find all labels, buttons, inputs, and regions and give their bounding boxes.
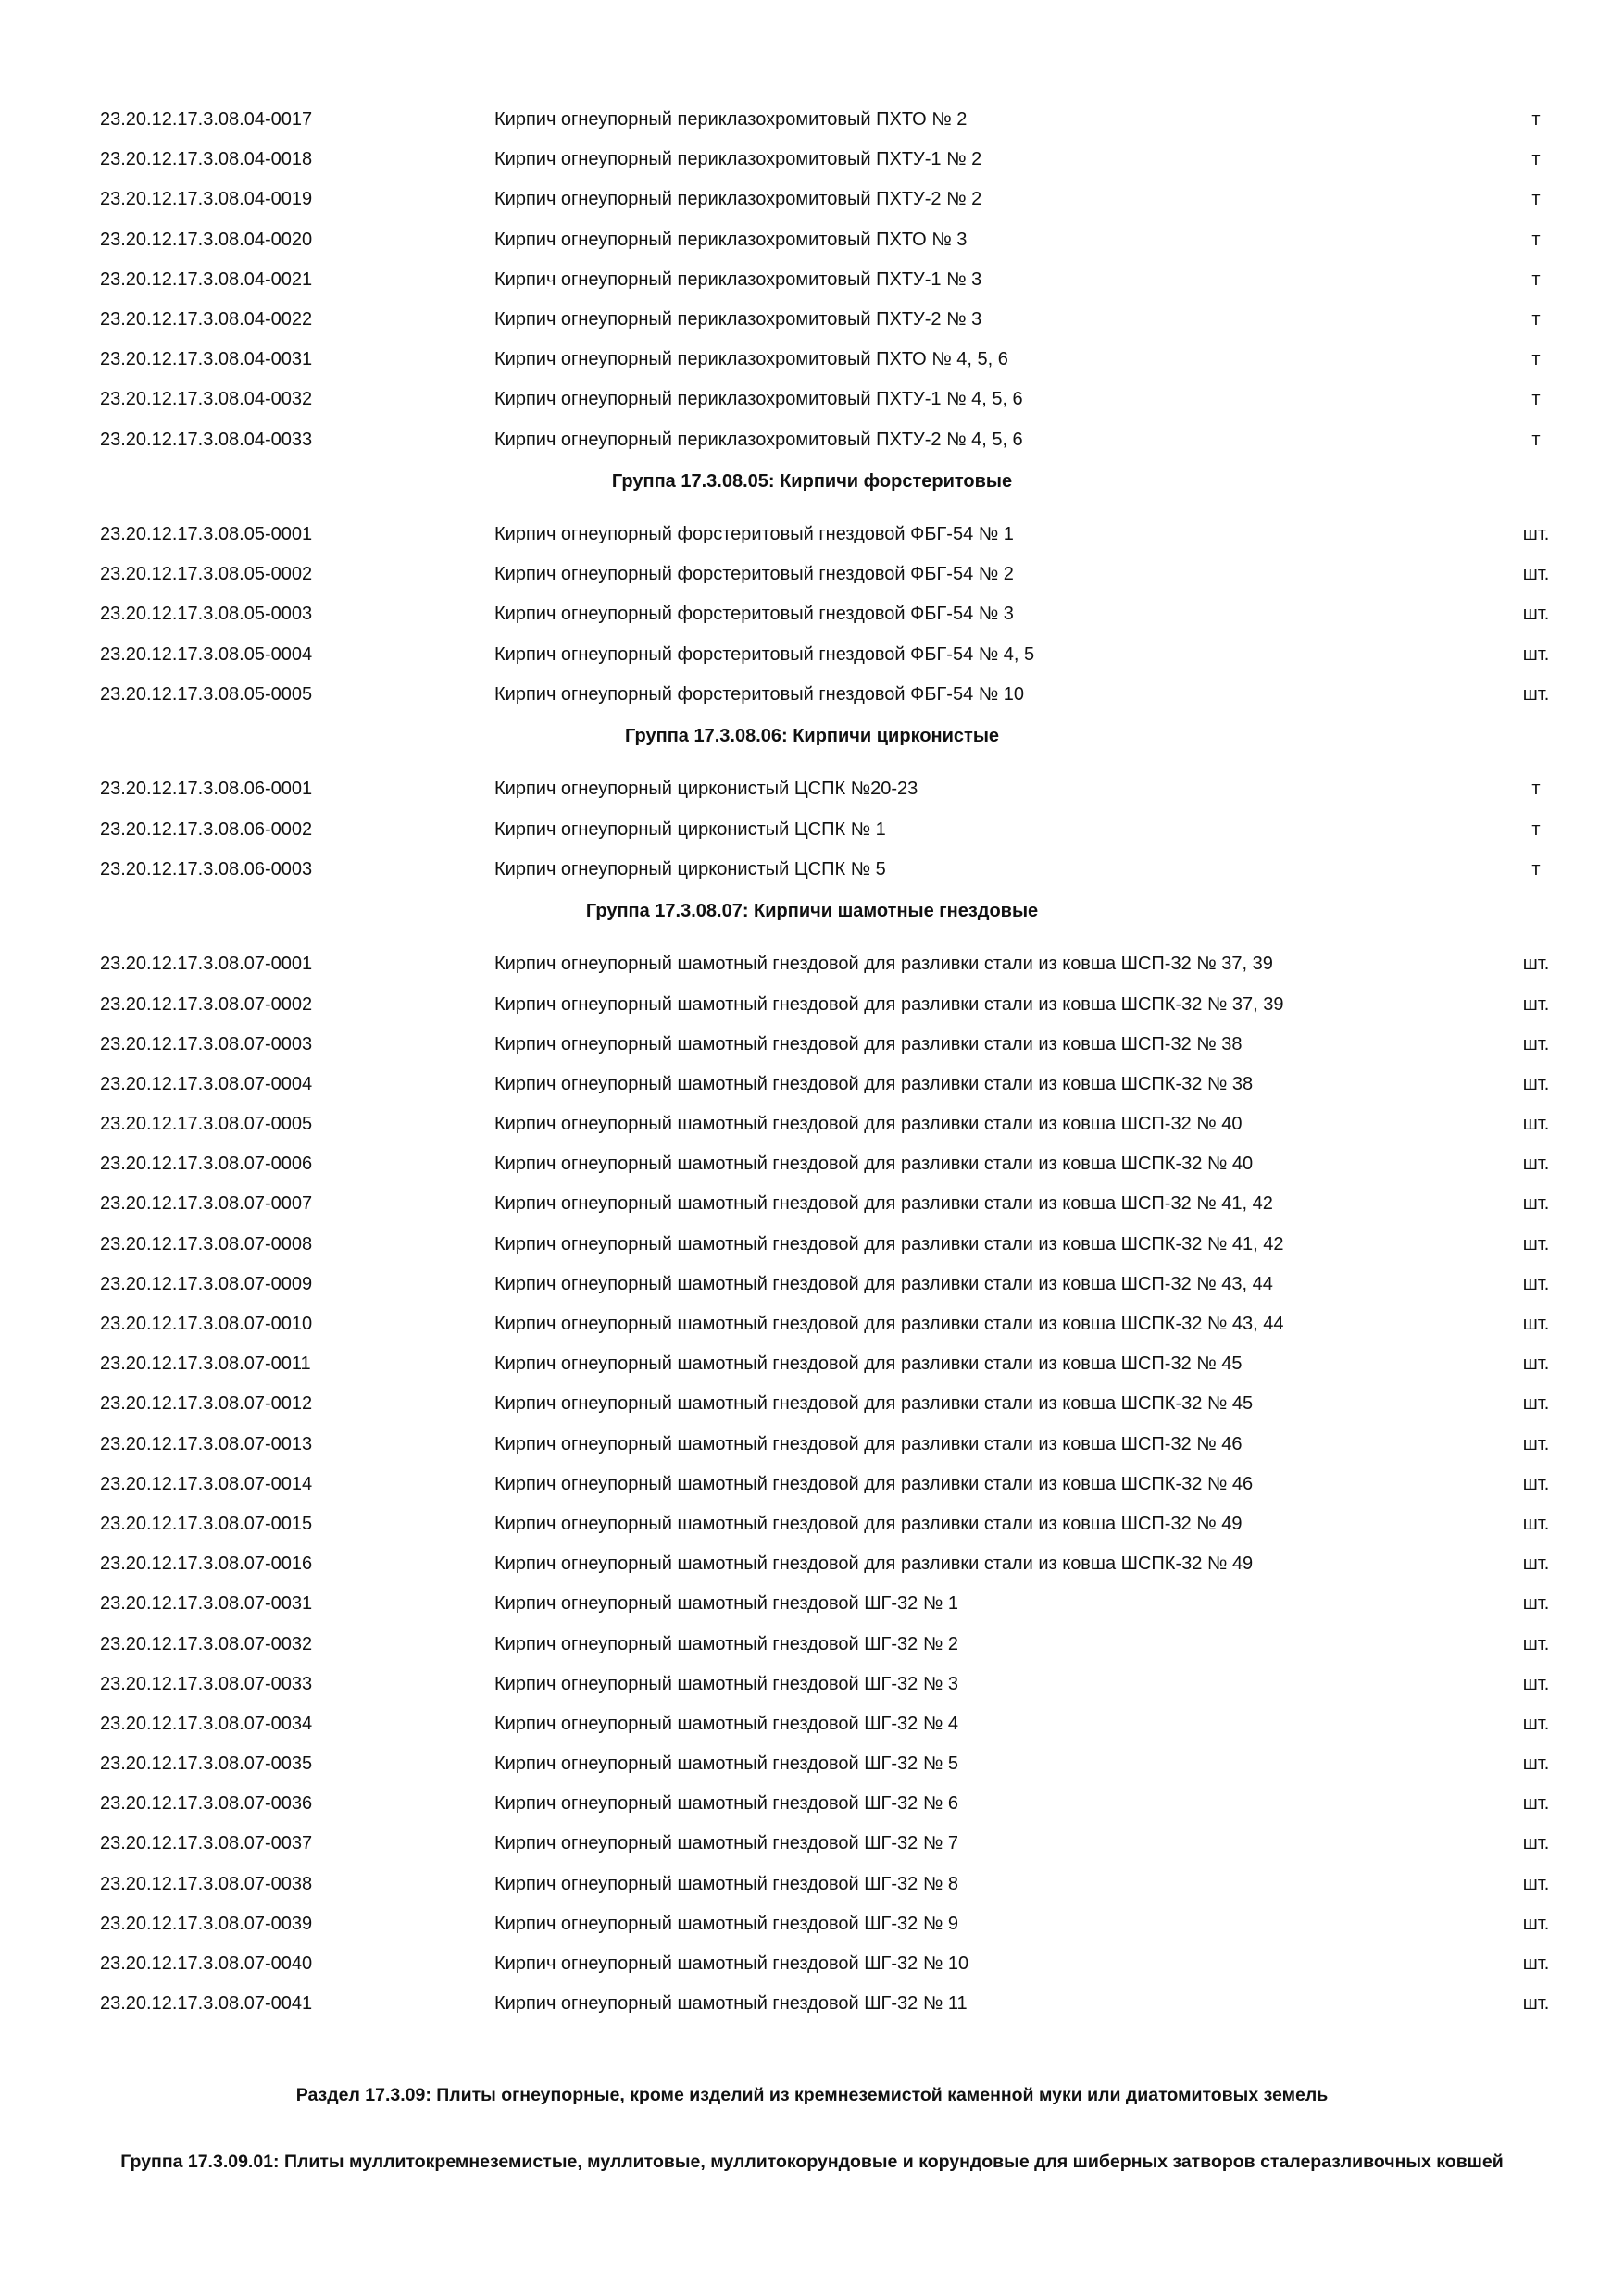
row-unit: шт.	[1522, 1114, 1550, 1135]
row-name: Кирпич огнеупорный шамотный гнездовой ШГ-32 № 5	[494, 1753, 958, 1775]
table-row	[0, 1584, 1624, 1624]
row-unit: шт.	[1522, 1633, 1550, 1654]
table-row	[0, 140, 1624, 180]
row-unit: шт.	[1522, 1554, 1550, 1575]
row-name: Кирпич огнеупорный форстеритовый гнездовой ФБГ-54 № 3	[494, 604, 1014, 625]
row-code: 23.20.12.17.3.08.07-0035	[100, 1753, 313, 1775]
row-code: 23.20.12.17.3.08.07-0002	[100, 993, 313, 1015]
row-name: Кирпич огнеупорный шамотный гнездовой для разливки стали из ковша ШСП-32 № 40	[494, 1114, 1243, 1135]
table-row	[0, 1665, 1624, 1704]
table-row	[0, 944, 1624, 984]
row-code: 23.20.12.17.3.08.07-0033	[100, 1673, 313, 1694]
row-unit: т	[1531, 189, 1541, 210]
row-name: Кирпич огнеупорный шамотный гнездовой ШГ-32 № 11	[494, 1993, 968, 2015]
row-unit: шт.	[1522, 1473, 1550, 1494]
table-row	[0, 1225, 1624, 1265]
table-row	[0, 100, 1624, 140]
table-row	[0, 1904, 1624, 1944]
row-code: 23.20.12.17.3.08.07-0032	[100, 1633, 313, 1654]
row-name: Кирпич огнеупорный шамотный гнездовой для разливки стали из ковша ШСП-32 № 46	[494, 1433, 1243, 1454]
row-name: Кирпич огнеупорный шамотный гнездовой для разливки стали из ковша ШСПК-32 № 38	[494, 1073, 1254, 1094]
row-code: 23.20.12.17.3.08.07-0038	[100, 1873, 313, 1894]
row-code: 23.20.12.17.3.08.07-0041	[100, 1993, 313, 2015]
row-name: Кирпич огнеупорный шамотный гнездовой для разливки стали из ковша ШСПК-32 № 40	[494, 1154, 1254, 1175]
row-name: Кирпич огнеупорный шамотный гнездовой для разливки стали из ковша ШСП-32 № 45	[494, 1354, 1243, 1375]
group-heading: Группа 17.3.08.07: Кирпичи шамотные гнездовые	[585, 900, 1039, 921]
row-name: Кирпич огнеупорный шамотный гнездовой ШГ-32 № 6	[494, 1793, 958, 1815]
row-name: Кирпич огнеупорный форстеритовый гнездовой ФБГ-54 № 2	[494, 564, 1014, 585]
row-unit: шт.	[1522, 1833, 1550, 1854]
table-row	[0, 515, 1624, 555]
row-name: Кирпич огнеупорный шамотный гнездовой ШГ-32 № 10	[494, 1953, 969, 1975]
row-name: Кирпич огнеупорный шамотный гнездовой для разливки стали из ковша ШСПК-32 № 49	[494, 1554, 1254, 1575]
table-row	[0, 675, 1624, 715]
row-name: Кирпич огнеупорный периклазохромитовый ПХТУ-2 № 2	[494, 189, 982, 210]
row-code: 23.20.12.17.3.08.07-0001	[100, 954, 313, 975]
row-code: 23.20.12.17.3.08.04-0020	[100, 229, 313, 250]
row-code: 23.20.12.17.3.08.05-0004	[100, 643, 313, 665]
row-code: 23.20.12.17.3.08.04-0018	[100, 149, 313, 170]
row-unit: шт.	[1522, 604, 1550, 625]
row-code: 23.20.12.17.3.08.04-0032	[100, 389, 313, 410]
row-name: Кирпич огнеупорный шамотный гнездовой ШГ-32 № 2	[494, 1633, 958, 1654]
row-unit: т	[1531, 229, 1541, 250]
row-name: Кирпич огнеупорный цирконистый ЦСПК №20-23	[494, 779, 918, 800]
row-unit: т	[1531, 858, 1541, 880]
table-row	[0, 1065, 1624, 1104]
row-name: Кирпич огнеупорный периклазохромитовый ПХТО № 3	[494, 229, 968, 250]
group-heading: Группа 17.3.08.06: Кирпичи цирконистые	[624, 726, 1000, 747]
row-name: Кирпич огнеупорный цирконистый ЦСПК № 1	[494, 818, 886, 840]
row-unit: т	[1531, 349, 1541, 370]
table-row	[0, 1184, 1624, 1224]
row-unit: шт.	[1522, 1354, 1550, 1375]
row-name: Кирпич огнеупорный шамотный гнездовой ШГ-32 № 7	[494, 1833, 958, 1854]
row-code: 23.20.12.17.3.08.04-0033	[100, 429, 313, 450]
row-name: Кирпич огнеупорный шамотный гнездовой для разливки стали из ковша ШСПК-32 № 46	[494, 1473, 1254, 1494]
row-name: Кирпич огнеупорный шамотный гнездовой для разливки стали из ковша ШСПК-32 № 45	[494, 1393, 1254, 1415]
row-name: Кирпич огнеупорный шамотный гнездовой для разливки стали из ковша ШСПК-32 № 43, 44	[494, 1314, 1284, 1335]
table-row	[0, 260, 1624, 300]
row-code: 23.20.12.17.3.08.04-0021	[100, 268, 313, 290]
row-unit: т	[1531, 779, 1541, 800]
row-name: Кирпич огнеупорный форстеритовый гнездовой ФБГ-54 № 4, 5	[494, 643, 1035, 665]
row-code: 23.20.12.17.3.08.07-0007	[100, 1193, 313, 1215]
row-code: 23.20.12.17.3.08.06-0003	[100, 858, 313, 880]
row-name: Кирпич огнеупорный шамотный гнездовой для разливки стали из ковша ШСП-32 № 49	[494, 1513, 1243, 1534]
row-unit: шт.	[1522, 1154, 1550, 1175]
row-unit: шт.	[1522, 1273, 1550, 1294]
row-unit: шт.	[1522, 1953, 1550, 1975]
row-name: Кирпич огнеупорный периклазохромитовый ПХТУ-1 № 2	[494, 149, 982, 170]
row-code: 23.20.12.17.3.08.07-0012	[100, 1393, 313, 1415]
row-code: 23.20.12.17.3.08.04-0017	[100, 109, 313, 130]
row-name: Кирпич огнеупорный шамотный гнездовой для разливки стали из ковша ШСП-32 № 37, 39	[494, 954, 1273, 975]
row-code: 23.20.12.17.3.08.07-0034	[100, 1713, 313, 1734]
table-row	[0, 594, 1624, 634]
row-name: Кирпич огнеупорный периклазохромитовый ПХТУ-1 № 3	[494, 268, 982, 290]
row-unit: шт.	[1522, 1793, 1550, 1815]
table-row	[0, 1744, 1624, 1784]
table-row	[0, 1104, 1624, 1144]
table-row	[0, 1865, 1624, 1904]
row-unit: шт.	[1522, 683, 1550, 705]
row-name: Кирпич огнеупорный форстеритовый гнездовой ФБГ-54 № 10	[494, 683, 1025, 705]
row-unit: т	[1531, 818, 1541, 840]
row-code: 23.20.12.17.3.08.06-0002	[100, 818, 313, 840]
row-name: Кирпич огнеупорный шамотный гнездовой ШГ-32 № 4	[494, 1713, 958, 1734]
table-row	[0, 1944, 1624, 1984]
table-row	[0, 1784, 1624, 1824]
row-code: 23.20.12.17.3.08.04-0019	[100, 189, 313, 210]
row-name: Кирпич огнеупорный периклазохромитовый ПХТУ-1 № 4, 5, 6	[494, 389, 1023, 410]
table-row	[0, 300, 1624, 340]
table-row	[0, 1384, 1624, 1424]
table-row	[0, 1425, 1624, 1465]
row-name: Кирпич огнеупорный цирконистый ЦСПК № 5	[494, 858, 886, 880]
table-row	[0, 1504, 1624, 1544]
row-name: Кирпич огнеупорный форстеритовый гнездовой ФБГ-54 № 1	[494, 524, 1014, 545]
table-row	[0, 180, 1624, 219]
row-name: Кирпич огнеупорный шамотный гнездовой ШГ-32 № 3	[494, 1673, 958, 1694]
row-unit: шт.	[1522, 1753, 1550, 1775]
row-name: Кирпич огнеупорный шамотный гнездовой для разливки стали из ковша ШСП-32 № 38	[494, 1033, 1243, 1054]
row-code: 23.20.12.17.3.08.05-0002	[100, 564, 313, 585]
row-unit: т	[1531, 429, 1541, 450]
row-unit: шт.	[1522, 993, 1550, 1015]
row-unit: шт.	[1522, 1233, 1550, 1254]
table-row	[0, 555, 1624, 594]
row-unit: т	[1531, 308, 1541, 330]
table-row	[0, 1704, 1624, 1744]
row-unit: т	[1531, 389, 1541, 410]
row-name: Кирпич огнеупорный шамотный гнездовой для разливки стали из ковша ШСП-32 № 43, 44	[494, 1273, 1273, 1294]
row-name: Кирпич огнеупорный шамотный гнездовой для разливки стали из ковша ШСПК-32 № 41, 42	[494, 1233, 1284, 1254]
table-row	[0, 769, 1624, 809]
row-unit: шт.	[1522, 1433, 1550, 1454]
row-code: 23.20.12.17.3.08.07-0003	[100, 1033, 313, 1054]
row-code: 23.20.12.17.3.08.07-0006	[100, 1154, 313, 1175]
row-code: 23.20.12.17.3.08.07-0014	[100, 1473, 313, 1494]
row-code: 23.20.12.17.3.08.07-0013	[100, 1433, 313, 1454]
row-unit: шт.	[1522, 1593, 1550, 1615]
row-code: 23.20.12.17.3.08.07-0005	[100, 1114, 313, 1135]
row-code: 23.20.12.17.3.08.07-0008	[100, 1233, 313, 1254]
row-unit: шт.	[1522, 1193, 1550, 1215]
table-row	[0, 420, 1624, 460]
row-code: 23.20.12.17.3.08.07-0037	[100, 1833, 313, 1854]
table-row	[0, 1544, 1624, 1584]
table-row	[0, 340, 1624, 380]
row-unit: шт.	[1522, 643, 1550, 665]
row-code: 23.20.12.17.3.08.05-0005	[100, 683, 313, 705]
document-page	[0, 100, 1624, 2024]
row-unit: шт.	[1522, 1673, 1550, 1694]
row-code: 23.20.12.17.3.08.07-0009	[100, 1273, 313, 1294]
row-code: 23.20.12.17.3.08.06-0001	[100, 779, 313, 800]
row-unit: шт.	[1522, 1913, 1550, 1934]
row-code: 23.20.12.17.3.08.07-0004	[100, 1073, 313, 1094]
row-name: Кирпич огнеупорный шамотный гнездовой для разливки стали из ковша ШСП-32 № 41, 42	[494, 1193, 1273, 1215]
row-unit: т	[1531, 109, 1541, 130]
row-name: Кирпич огнеупорный шамотный гнездовой ШГ-32 № 1	[494, 1593, 958, 1615]
row-code: 23.20.12.17.3.08.05-0001	[100, 524, 313, 545]
table-row	[0, 220, 1624, 260]
row-name: Кирпич огнеупорный периклазохромитовый ПХТУ-2 № 3	[494, 308, 982, 330]
row-code: 23.20.12.17.3.08.07-0031	[100, 1593, 313, 1615]
row-code: 23.20.12.17.3.08.07-0040	[100, 1953, 313, 1975]
row-unit: шт.	[1522, 1873, 1550, 1894]
row-code: 23.20.12.17.3.08.04-0031	[100, 349, 313, 370]
row-unit: шт.	[1522, 1993, 1550, 2015]
row-unit: шт.	[1522, 1713, 1550, 1734]
row-code: 23.20.12.17.3.08.07-0016	[100, 1554, 313, 1575]
table-row	[0, 985, 1624, 1025]
table-row	[0, 380, 1624, 419]
table-row	[0, 1465, 1624, 1504]
table-row	[0, 1304, 1624, 1344]
row-code: 23.20.12.17.3.08.07-0010	[100, 1314, 313, 1335]
row-code: 23.20.12.17.3.08.07-0011	[100, 1354, 311, 1375]
row-code: 23.20.12.17.3.08.07-0015	[100, 1513, 313, 1534]
table-row	[0, 1344, 1624, 1384]
row-name: Кирпич огнеупорный периклазохромитовый ПХТУ-2 № 4, 5, 6	[494, 429, 1023, 450]
row-unit: шт.	[1522, 1033, 1550, 1054]
table-row	[0, 1625, 1624, 1665]
row-code: 23.20.12.17.3.08.05-0003	[100, 604, 313, 625]
row-unit: шт.	[1522, 954, 1550, 975]
row-unit: шт.	[1522, 1513, 1550, 1534]
row-unit: шт.	[1522, 524, 1550, 545]
table-row	[0, 1265, 1624, 1304]
row-unit: шт.	[1522, 1314, 1550, 1335]
row-unit: т	[1531, 149, 1541, 170]
table-row	[0, 810, 1624, 850]
table-row	[0, 1025, 1624, 1065]
row-unit: т	[1531, 268, 1541, 290]
table-row	[0, 1824, 1624, 1864]
row-unit: шт.	[1522, 564, 1550, 585]
group-heading: Группа 17.3.08.05: Кирпичи форстеритовые	[611, 470, 1013, 492]
row-name: Кирпич огнеупорный шамотный гнездовой ШГ-32 № 8	[494, 1873, 958, 1894]
table-row	[0, 1144, 1624, 1184]
section-heading: Раздел 17.3.09: Плиты огнеупорные, кроме изделий из кремнеземистой каменной муки или диатомитовых земель	[295, 2085, 1329, 2105]
table-row	[0, 1984, 1624, 2024]
row-name: Кирпич огнеупорный шамотный гнездовой ШГ-32 № 9	[494, 1913, 958, 1934]
row-name: Кирпич огнеупорный периклазохромитовый ПХТО № 2	[494, 109, 968, 130]
group-heading: Группа 17.3.09.01: Плиты муллитокремнеземистые, муллитовые, муллитокорундовые и корундовые для шиберных затворов сталеразливочных ковшей	[120, 2152, 1504, 2172]
table-row	[0, 850, 1624, 890]
row-code: 23.20.12.17.3.08.07-0039	[100, 1913, 313, 1934]
table-row	[0, 635, 1624, 675]
row-name: Кирпич огнеупорный периклазохромитовый ПХТО № 4, 5, 6	[494, 349, 1008, 370]
row-unit: шт.	[1522, 1393, 1550, 1415]
row-code: 23.20.12.17.3.08.04-0022	[100, 308, 313, 330]
row-code: 23.20.12.17.3.08.07-0036	[100, 1793, 313, 1815]
row-unit: шт.	[1522, 1073, 1550, 1094]
row-name: Кирпич огнеупорный шамотный гнездовой для разливки стали из ковша ШСПК-32 № 37, 39	[494, 993, 1284, 1015]
